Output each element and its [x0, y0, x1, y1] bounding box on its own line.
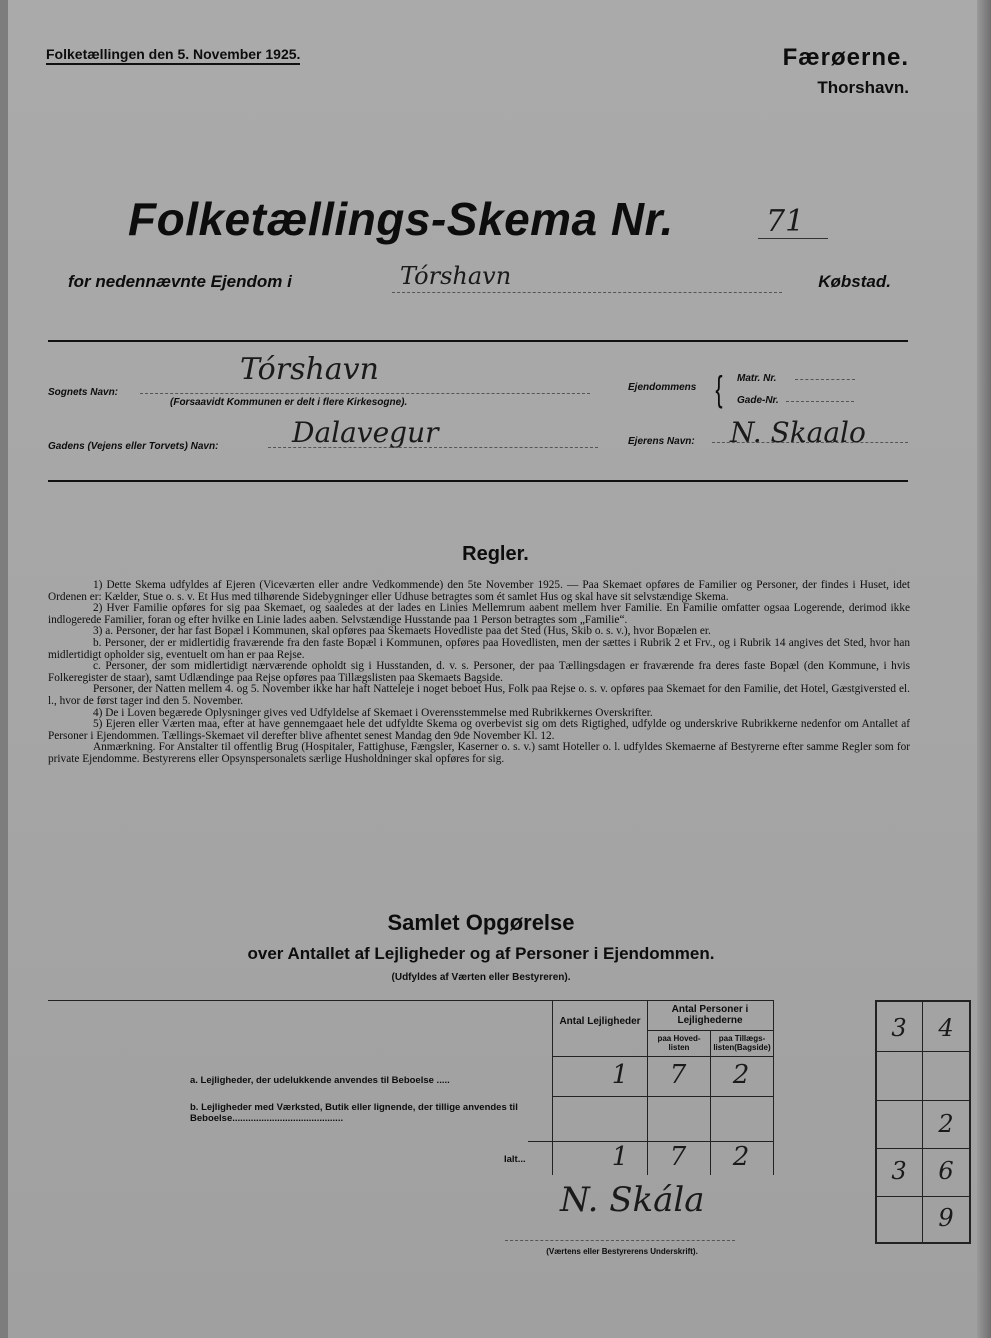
skema-number-line: [758, 238, 828, 239]
signature-line: [505, 1240, 735, 1241]
tally-cell: 3: [891, 1157, 907, 1185]
col-apartments-header: Antal Lejligheder: [559, 1016, 641, 1027]
divider-bottom: [48, 480, 908, 482]
tally-cell: 9: [938, 1204, 954, 1232]
tally-cell: 4: [938, 1014, 954, 1042]
row-total-label: Ialt...: [504, 1154, 526, 1165]
ejer-line: [712, 442, 908, 443]
total-extra-value: 2: [732, 1142, 750, 1172]
row-b-label: b. Lejligheder med Værksted, Butik eller lignende, der tillige anvendes til Beboelse..........................................: [190, 1102, 518, 1124]
rule-paragraph: 2) Hver Familie opføres for sig paa Skemaet, og saaledes at der lades en Linies Mellemrum aabent mellem hver Familie. En Familie omfatter ogsaa Logerende, derimod ikke indlogerede Familier, foran og efter hvilke en Linie lades aaben. Selvstændige Husstande paa 1 Person betragtes som „Familie“.: [48, 602, 910, 626]
tally-hline: [875, 1100, 971, 1101]
table-hline: [552, 1056, 773, 1057]
col-main-list-header: paa Hoved-listen: [657, 1034, 701, 1052]
total-main-value: 7: [669, 1142, 687, 1172]
rule-paragraph: b. Personer, der er midlertidig fraværende fra den faste Bopæl i Kommunen, opføres paa Hovedlisten, men der sættes i Rubrik 2 et Frv., og i Rubrik 14 angives det Sted, hvor han midlertidigt opholder sig, eventuelt om han er paa Rejse.: [48, 636, 910, 661]
tally-hline: [875, 1196, 971, 1197]
property-label: for nedennævnte Ejendom i: [68, 272, 292, 291]
skema-number-handwritten: 71: [766, 204, 805, 239]
signature-handwritten: N. Skála: [560, 1180, 705, 1220]
tally-cell: 6: [938, 1157, 954, 1185]
gadenr-label: Gade-Nr.: [737, 395, 779, 406]
col-persons-header: Antal Personer i Lejlighederne: [671, 1004, 749, 1026]
matr-line: [795, 379, 855, 380]
gade-value-handwritten: Dalavegur: [292, 416, 439, 449]
form-title: Folketællings-Skema Nr.: [128, 193, 674, 245]
gadenr-line: [786, 401, 854, 402]
table-hline: [647, 1030, 773, 1031]
rules-text: [48, 580, 910, 766]
table-hline: [552, 1096, 773, 1097]
scan-edge-left: [0, 0, 8, 1338]
a-main-value: 7: [669, 1060, 687, 1090]
a-extra-value: 2: [732, 1060, 750, 1090]
gade-label: Gadens (Vejens eller Torvets) Navn:: [48, 441, 219, 452]
rule-paragraph: Personer, der Natten mellem 4. og 5. November ikke har haft Natteleje i noget beboet Hus, Folk paa Rejse o. s. v. opføres paa Skemaet for den Familie, det Hotel, Gæstgiversted el. l., hvor de først tager ind den 5. November.: [48, 683, 910, 707]
rule-paragraph: 1) Dette Skema udfyldes af Ejeren (Viceværten eller andre Vedkommende) den 5te November 1925. — Paa Skemaet opføres de Familier og Personer, der findes i Huset, idet Ordenen er: Kælder, Stue o. s. v. Et Hus med tilhørende Sidebygninger eller Udhuse betragtes som ét samlet Hus og skal have sit selvstændige Skema.: [48, 579, 910, 603]
table-vline: [773, 1000, 774, 1175]
gade-line: [268, 447, 598, 448]
town-name: Thorshavn.: [817, 78, 909, 97]
total-apartments-value: 1: [611, 1142, 629, 1172]
tally-cell: 3: [891, 1014, 907, 1042]
sogn-line: [140, 393, 590, 394]
tally-hline: [875, 1148, 971, 1149]
tally-hline: [875, 1051, 971, 1052]
rule-paragraph: Anmærkning. For Anstalter til offentlig Brug (Hospitaler, Fattighuse, Fængsler, Kaserner o. s. v.) samt Hoteller o. l. udfyldes Skemaerne af Bestyrerne efter samme Regler som for private Ejendomme. Bestyrerens eller Opsynspersonalets særlige Husholdninger skal opføres for sig.: [48, 741, 910, 765]
ejer-label: Ejerens Navn:: [628, 436, 695, 447]
summary-subtitle: over Antallet af Lejligheder og af Personer i Ejendommen.: [247, 944, 715, 963]
row-a-label: a. Lejligheder, der udelukkende anvendes til Beboelse .....: [190, 1075, 450, 1086]
ejendom-label: Ejendommens: [628, 382, 697, 393]
rule-paragraph: c. Personer, der som midlertidigt nærværende opholdt sig i Husstanden, d. v. s. Personer, der paa Tællingsdagen er fraværende fra deres faste Bopæl (den Kommune, i hvis Folkeregister de staar), samt Udlændinge paa Rejse opføres paa Tillægslisten paa Skemaets Bagside.: [48, 660, 910, 684]
census-date-header: Folketællingen den 5. November 1925.: [46, 46, 300, 65]
rules-heading: Regler.: [462, 543, 529, 565]
region-name: Færøerne.: [782, 44, 909, 71]
kobstad-label: Købstad.: [818, 272, 891, 291]
col-extra-list-header: paa Tillægs-listen(Bagside): [713, 1034, 771, 1052]
rule-paragraph: 3) a. Personer, der har fast Bopæl i Kommunen, skal opføres paa Skemaets Hovedliste paa det Sted (Hus, Skib o. s. v.), hvor Bopælen er.: [93, 625, 711, 638]
summary-note: (Udfyldes af Værten eller Bestyreren).: [391, 972, 571, 983]
sogn-value-handwritten: Tórshavn: [240, 352, 379, 387]
matr-label: Matr. Nr.: [737, 373, 777, 384]
property-location-handwritten: Tórshavn: [400, 262, 512, 290]
rule-paragraph: 5) Ejeren eller Værten maa, efter at have gennemgaaet hele det udfyldte Skema og overbevist sig om dets Rigtighed, udfylde og underskrive Rubrikkerne nedenfor om Antallet af Personer i Ejendommen. Tællings-Skemaet vil derefter blive afhentet senest Mandag den 9de November Kl. 12.: [48, 718, 910, 742]
tally-cell: 2: [938, 1110, 954, 1138]
property-line: [392, 292, 782, 293]
sogn-note: (Forsaavidt Kommunen er delt i flere Kirkesogne).: [170, 397, 408, 408]
signature-caption: (Værtens eller Bestyrerens Underskrift).: [546, 1247, 698, 1256]
summary-title: Samlet Opgørelse: [387, 910, 575, 935]
a-apartments-value: 1: [611, 1060, 629, 1090]
table-top-line: [48, 1000, 773, 1001]
table-vline: [552, 1000, 553, 1175]
ejer-value-handwritten: N. Skaalo: [730, 416, 866, 449]
rule-paragraph: 4) De i Loven begærede Oplysninger gives ved Udfyldelse af Skemaet i Overensstemmelse med Rubrikkernes Overskrifter.: [93, 706, 653, 719]
brace-glyph: {: [715, 368, 723, 409]
scan-edge-right: [977, 0, 991, 1338]
divider-top: [48, 340, 908, 342]
sogn-label: Sognets Navn:: [48, 387, 119, 398]
